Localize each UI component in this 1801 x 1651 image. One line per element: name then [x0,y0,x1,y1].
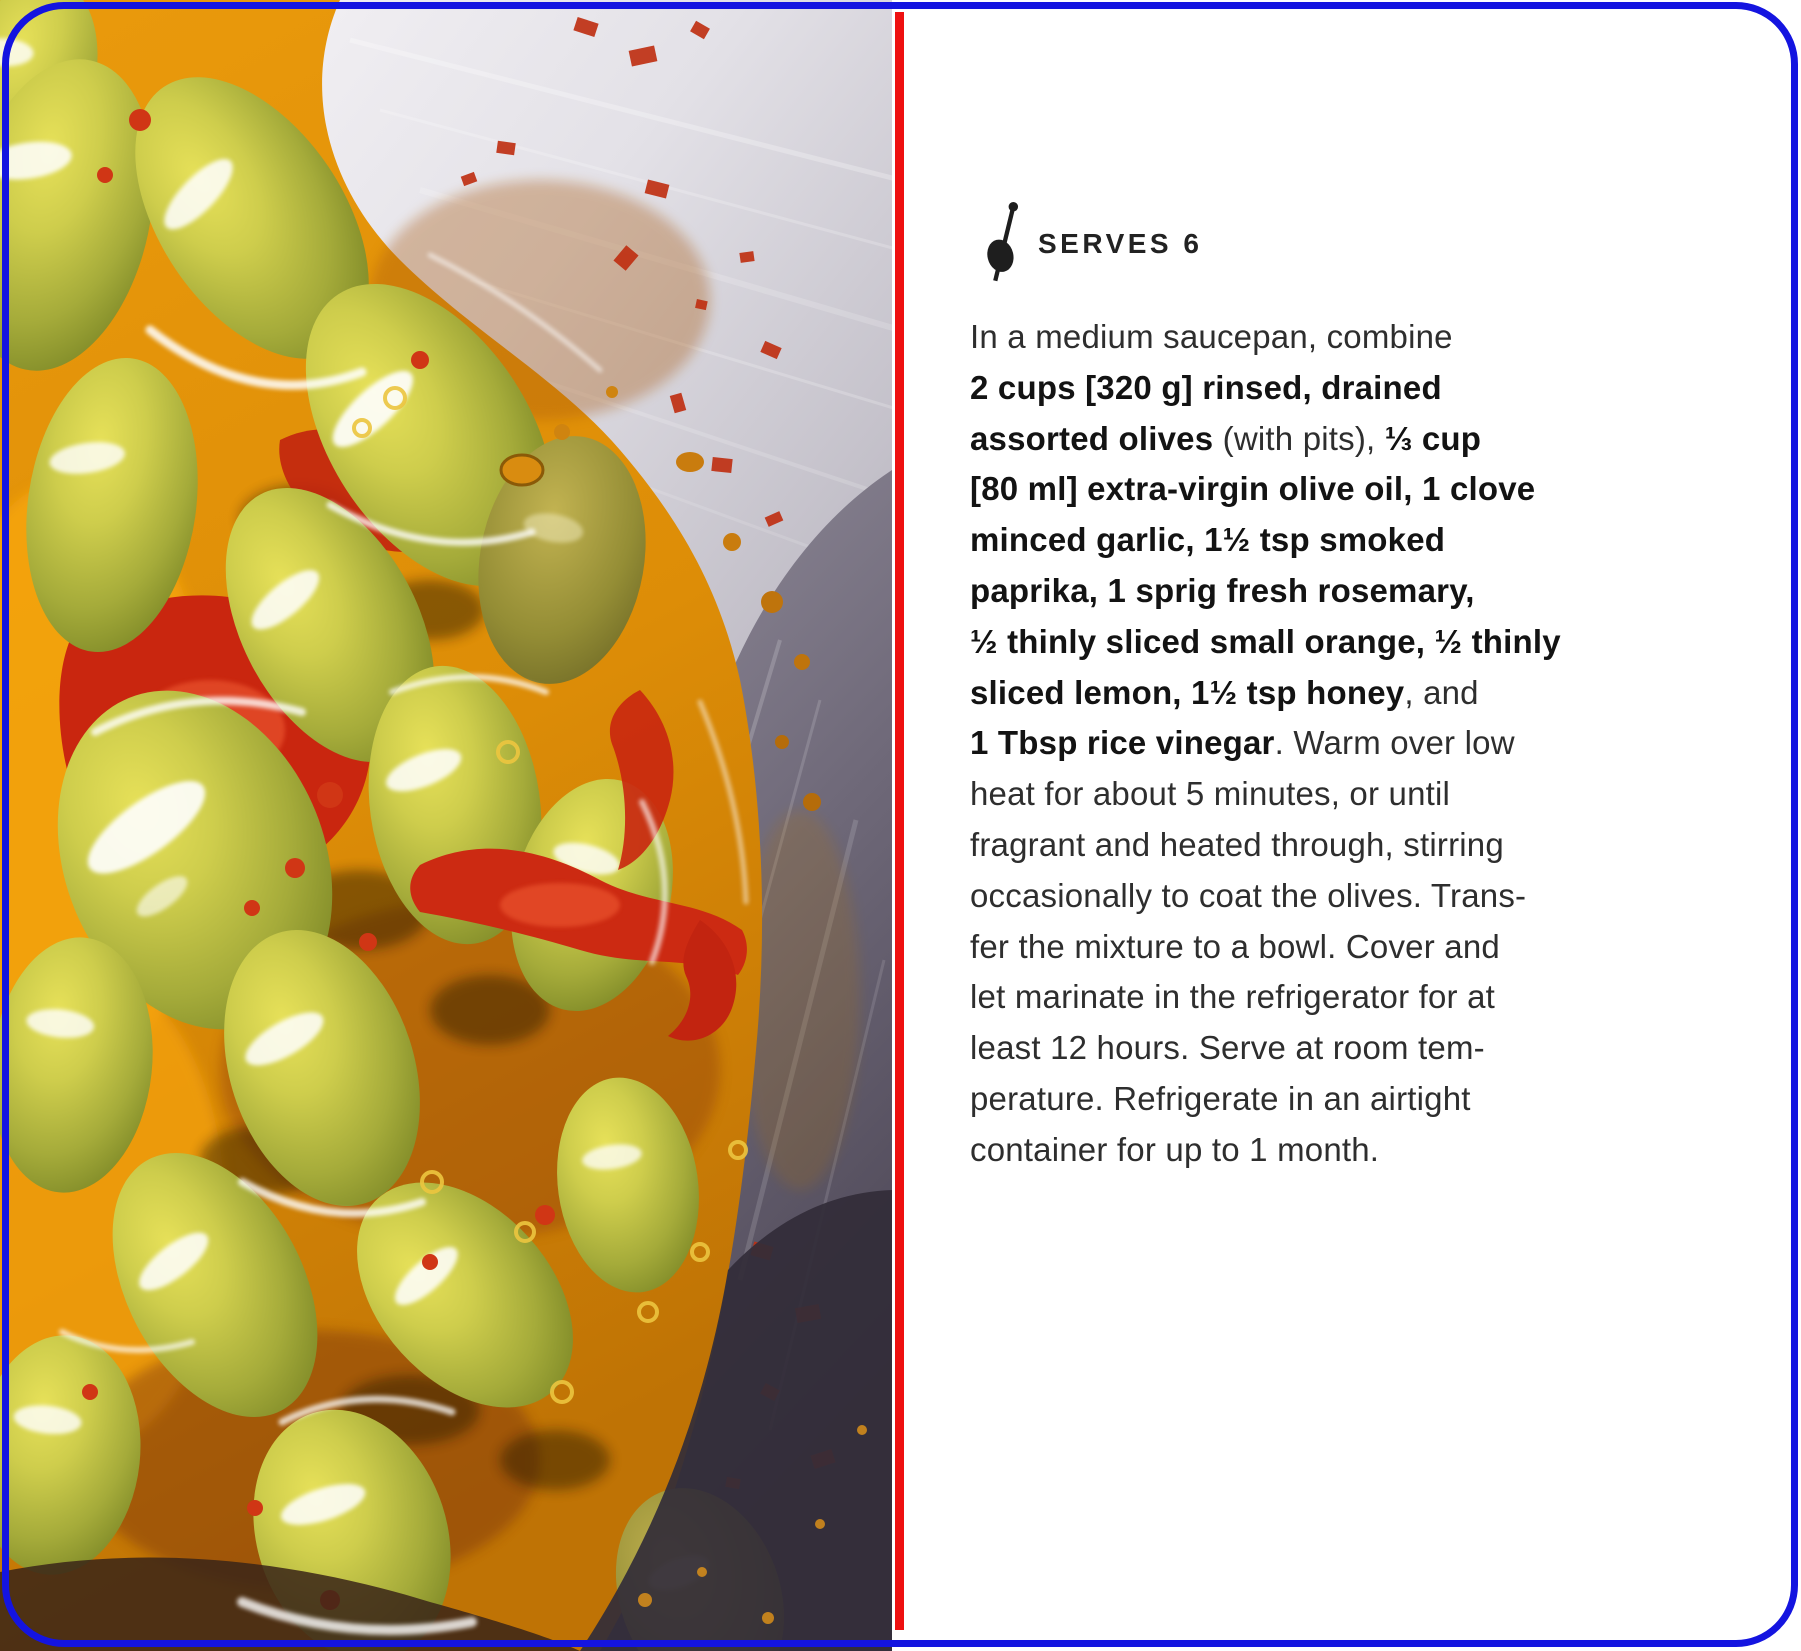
recipe-line: least 12 hours. Serve at room tem- [970,1029,1485,1067]
red-divider-rule [895,12,904,1630]
recipe-line: [80 ml] extra-virgin olive oil, 1 clove [970,470,1536,508]
olives-photo-illustration [0,0,892,1651]
recipe-line: fer the mixture to a bowl. Cover and [970,927,1500,965]
recipe-line: heat for about 5 minutes, or until [970,775,1451,813]
olive-pick-icon [984,199,1022,285]
serves-row [984,198,1610,286]
recipe-line: 1 Tbsp rice vinegar. Warm over low [970,724,1515,762]
recipe-line: In a medium saucepan, combine [970,318,1453,355]
recipe-line: 2 cups [320 g] rinsed, drained [970,368,1442,406]
recipe-line: perature. Refrigerate in an airtight [970,1079,1471,1117]
recipe-line: let marinate in the refrigerator for at [970,978,1496,1016]
recipe-line: assorted olives (with pits), ⅓ cup [970,419,1482,457]
recipe-instructions [970,312,1610,1176]
recipe-line: paprika, 1 sprig fresh rosemary, [970,571,1475,609]
recipe-line: container for up to 1 month. [970,1130,1380,1168]
olives-photo [0,0,892,1651]
recipe-line: ½ thinly sliced small orange, ½ thinly [970,622,1561,660]
recipe-line: fragrant and heated through, stirring [970,825,1504,863]
recipe-panel [970,198,1610,1176]
recipe-line: minced garlic, 1½ tsp smoked [970,521,1446,559]
serves-label: SERVES 6 [1038,228,1203,259]
recipe-line: occasionally to coat the olives. Trans- [970,876,1527,914]
recipe-line: sliced lemon, 1½ tsp honey, and [970,673,1479,711]
